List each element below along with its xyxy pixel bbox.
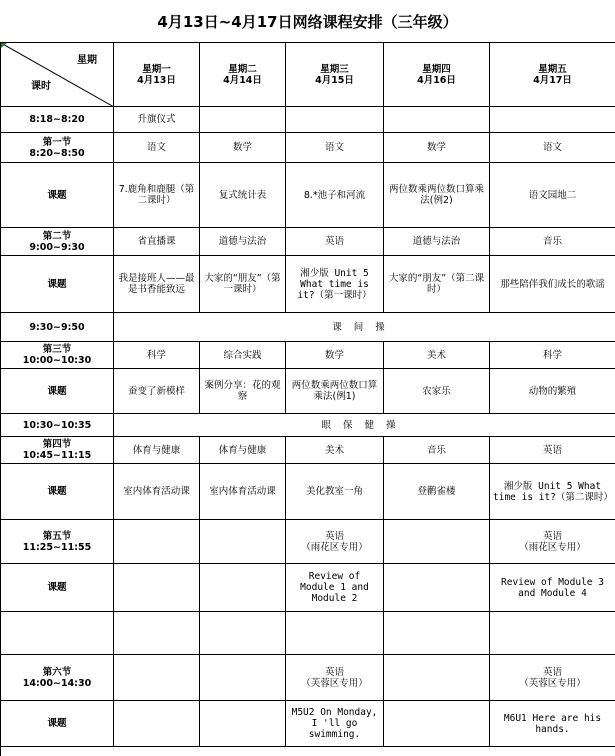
- empty-cell: [490, 612, 615, 655]
- course-cell: [286, 655, 384, 701]
- table-row: [1, 520, 615, 564]
- empty-cell: [384, 655, 490, 701]
- course-cell: 升旗仪式: [114, 107, 200, 133]
- topic-label: 课题: [1, 564, 114, 612]
- topic-label: 课题: [1, 464, 114, 520]
- day-date: 4月14日: [223, 74, 262, 86]
- topic-cell: M6U1 Here are his hands.: [490, 701, 615, 747]
- topic-label: 课题: [1, 369, 114, 414]
- day-date: 4月15日: [315, 74, 354, 86]
- course-cell: [490, 520, 615, 564]
- empty-cell: [384, 612, 490, 655]
- table-row: [1, 369, 615, 414]
- day-date: 4月16日: [417, 74, 456, 86]
- topic-cell: 大家的“朋友”（第一课时）: [200, 256, 286, 313]
- period-time: 9:00~9:30: [29, 241, 85, 253]
- empty-cell: [384, 701, 490, 747]
- empty-cell: [114, 612, 200, 655]
- course-cell: 音乐: [384, 437, 490, 464]
- table-row: [1, 228, 615, 256]
- topic-label: 课题: [1, 256, 114, 313]
- empty-cell: [200, 701, 286, 747]
- empty-cell: [384, 564, 490, 612]
- course-cell: 英语: [286, 228, 384, 256]
- empty-cell: [200, 564, 286, 612]
- break-note: 课间操: [114, 313, 615, 342]
- table-row: [1, 564, 615, 612]
- course-cell: 体育与健康: [114, 437, 200, 464]
- topic-cell: 动物的繁殖: [490, 369, 615, 414]
- topic-cell: 那些陪伴我们成长的歌谣: [490, 256, 615, 313]
- course-cell: 语文: [114, 133, 200, 163]
- empty-cell: [200, 612, 286, 655]
- course-cell: 美术: [384, 342, 490, 369]
- topic-cell: Review of Module 1 and Module 2: [286, 564, 384, 612]
- district-note: （芙蓉区专用）: [519, 677, 586, 689]
- empty-cell: [200, 655, 286, 701]
- corner-period-label: 课时: [31, 81, 51, 92]
- diagonal-divider: [1, 43, 114, 107]
- empty-cell: [286, 107, 384, 133]
- topic-cell: 大家的“朋友”（第二课时）: [384, 256, 490, 313]
- topic-cell: 湘少版 Unit 5 What time is it?（第一课时）: [286, 256, 384, 313]
- topic-cell: 案例分享：花的观察: [200, 369, 286, 414]
- day-name: 星期三: [320, 63, 349, 75]
- period-label: [1, 655, 114, 701]
- table-row: [1, 313, 615, 342]
- header-row: [1, 43, 615, 107]
- empty-cell: [286, 612, 384, 655]
- district-note: （雨花区专用）: [301, 541, 368, 553]
- topic-cell: 两位数乘两位数口算乘法(例2): [384, 163, 490, 228]
- period-label: [1, 133, 114, 163]
- period-name: 第三节: [42, 344, 72, 355]
- topic-cell: 农家乐: [384, 369, 490, 414]
- course-cell: [286, 520, 384, 564]
- time-label: 10:30~10:35: [1, 414, 114, 437]
- topic-cell: 室内体育活动课: [114, 464, 200, 520]
- table-row: [1, 256, 615, 313]
- day-header-thu: [384, 43, 490, 107]
- course-cell: 数学: [384, 133, 490, 163]
- course-cell: 语文: [490, 133, 615, 163]
- course-name: 英语: [324, 530, 344, 542]
- empty-cell: [114, 564, 200, 612]
- district-note: （雨花区专用）: [519, 541, 586, 553]
- schedule-table: [0, 42, 615, 747]
- period-name: 第五节: [42, 530, 72, 542]
- course-cell: 道德与法治: [200, 228, 286, 256]
- day-date: 4月13日: [137, 74, 176, 86]
- period-label: [1, 342, 114, 369]
- course-cell: 英语: [490, 437, 615, 464]
- blank-row: [1, 612, 615, 655]
- empty-cell: [200, 520, 286, 564]
- day-name: 星期二: [228, 63, 257, 75]
- course-cell: 数学: [200, 133, 286, 163]
- empty-cell: [114, 655, 200, 701]
- time-label: 9:30~9:50: [1, 313, 114, 342]
- topic-cell: 蚕变了新模样: [114, 369, 200, 414]
- period-time: 10:45~11:15: [22, 450, 92, 461]
- table-row: [1, 163, 615, 228]
- topic-cell: M5U2 On Monday, I 'll go swimming.: [286, 701, 384, 747]
- period-time: 11:25~11:55: [22, 541, 92, 553]
- table-row: [1, 414, 615, 437]
- table-row: [1, 464, 615, 520]
- empty-cell: [384, 520, 490, 564]
- course-name: 英语: [542, 530, 562, 542]
- period-label: [1, 228, 114, 256]
- table-row: [1, 342, 615, 369]
- course-cell: 体育与健康: [200, 437, 286, 464]
- period-label: [1, 520, 114, 564]
- table-row: [1, 107, 615, 133]
- course-cell: 数学: [286, 342, 384, 369]
- empty-cell: [490, 107, 615, 133]
- day-header-mon: [114, 43, 200, 107]
- table-row: [1, 437, 615, 464]
- day-name: 星期五: [538, 63, 567, 75]
- period-name: 第四节: [42, 439, 72, 450]
- course-cell: 道德与法治: [384, 228, 490, 256]
- course-cell: [490, 655, 615, 701]
- table-row: [1, 655, 615, 701]
- topic-cell: 美化教室一角: [286, 464, 384, 520]
- topic-label: 课题: [1, 163, 114, 228]
- topic-cell: 8.*池子和河流: [286, 163, 384, 228]
- course-cell: 音乐: [490, 228, 615, 256]
- topic-cell: 室内体育活动课: [200, 464, 286, 520]
- day-header-tue: [200, 43, 286, 107]
- course-cell: 美术: [286, 437, 384, 464]
- day-name: 星期四: [422, 63, 451, 75]
- topic-cell: 7.鹿角和鹿腿（第二课时）: [114, 163, 200, 228]
- course-cell: 综合实践: [200, 342, 286, 369]
- topic-cell: 两位数乘两位数口算乘法(例1): [286, 369, 384, 414]
- district-note: （芙蓉区专用）: [301, 677, 368, 689]
- period-time: 10:00~10:30: [22, 355, 92, 366]
- day-header-fri: [490, 43, 615, 107]
- course-cell: 科学: [490, 342, 615, 369]
- course-cell: 省直播课: [114, 228, 200, 256]
- period-name: 第二节: [42, 230, 72, 242]
- time-label: 8:18~8:20: [1, 107, 114, 133]
- empty-cell: [1, 612, 114, 655]
- topic-cell: 我是接班人——最是书香能致远: [114, 256, 200, 313]
- course-name: 英语: [542, 666, 562, 678]
- course-name: 英语: [324, 666, 344, 678]
- topic-cell: 登鹳雀楼: [384, 464, 490, 520]
- empty-cell: [114, 520, 200, 564]
- topic-cell: Review of Module 3 and Module 4: [490, 564, 615, 612]
- period-time: 8:20~8:50: [29, 147, 85, 159]
- course-cell: 科学: [114, 342, 200, 369]
- day-name: 星期一: [142, 63, 171, 75]
- topic-label: 课题: [1, 701, 114, 747]
- course-cell: 语文: [286, 133, 384, 163]
- topic-cell: 湘少版 Unit 5 What time is it?（第二课时）: [490, 464, 615, 520]
- day-date: 4月17日: [533, 74, 572, 86]
- day-header-wed: [286, 43, 384, 107]
- period-name: 第六节: [42, 666, 72, 678]
- period-time: 14:00~14:30: [22, 677, 92, 689]
- corner-cell: [1, 43, 114, 107]
- empty-cell: [114, 701, 200, 747]
- empty-cell: [384, 107, 490, 133]
- period-label: [1, 437, 114, 464]
- topic-cell: 复式统计表: [200, 163, 286, 228]
- page-title: 4月13日~4月17日网络课程安排（三年级）: [157, 12, 458, 31]
- table-row: [1, 133, 615, 163]
- break-note: 眼保健操: [114, 414, 615, 437]
- corner-day-label: 星期: [77, 55, 97, 66]
- topic-cell: 语文园地二: [490, 163, 615, 228]
- empty-cell: [200, 107, 286, 133]
- period-name: 第一节: [42, 136, 72, 148]
- table-row: [1, 701, 615, 747]
